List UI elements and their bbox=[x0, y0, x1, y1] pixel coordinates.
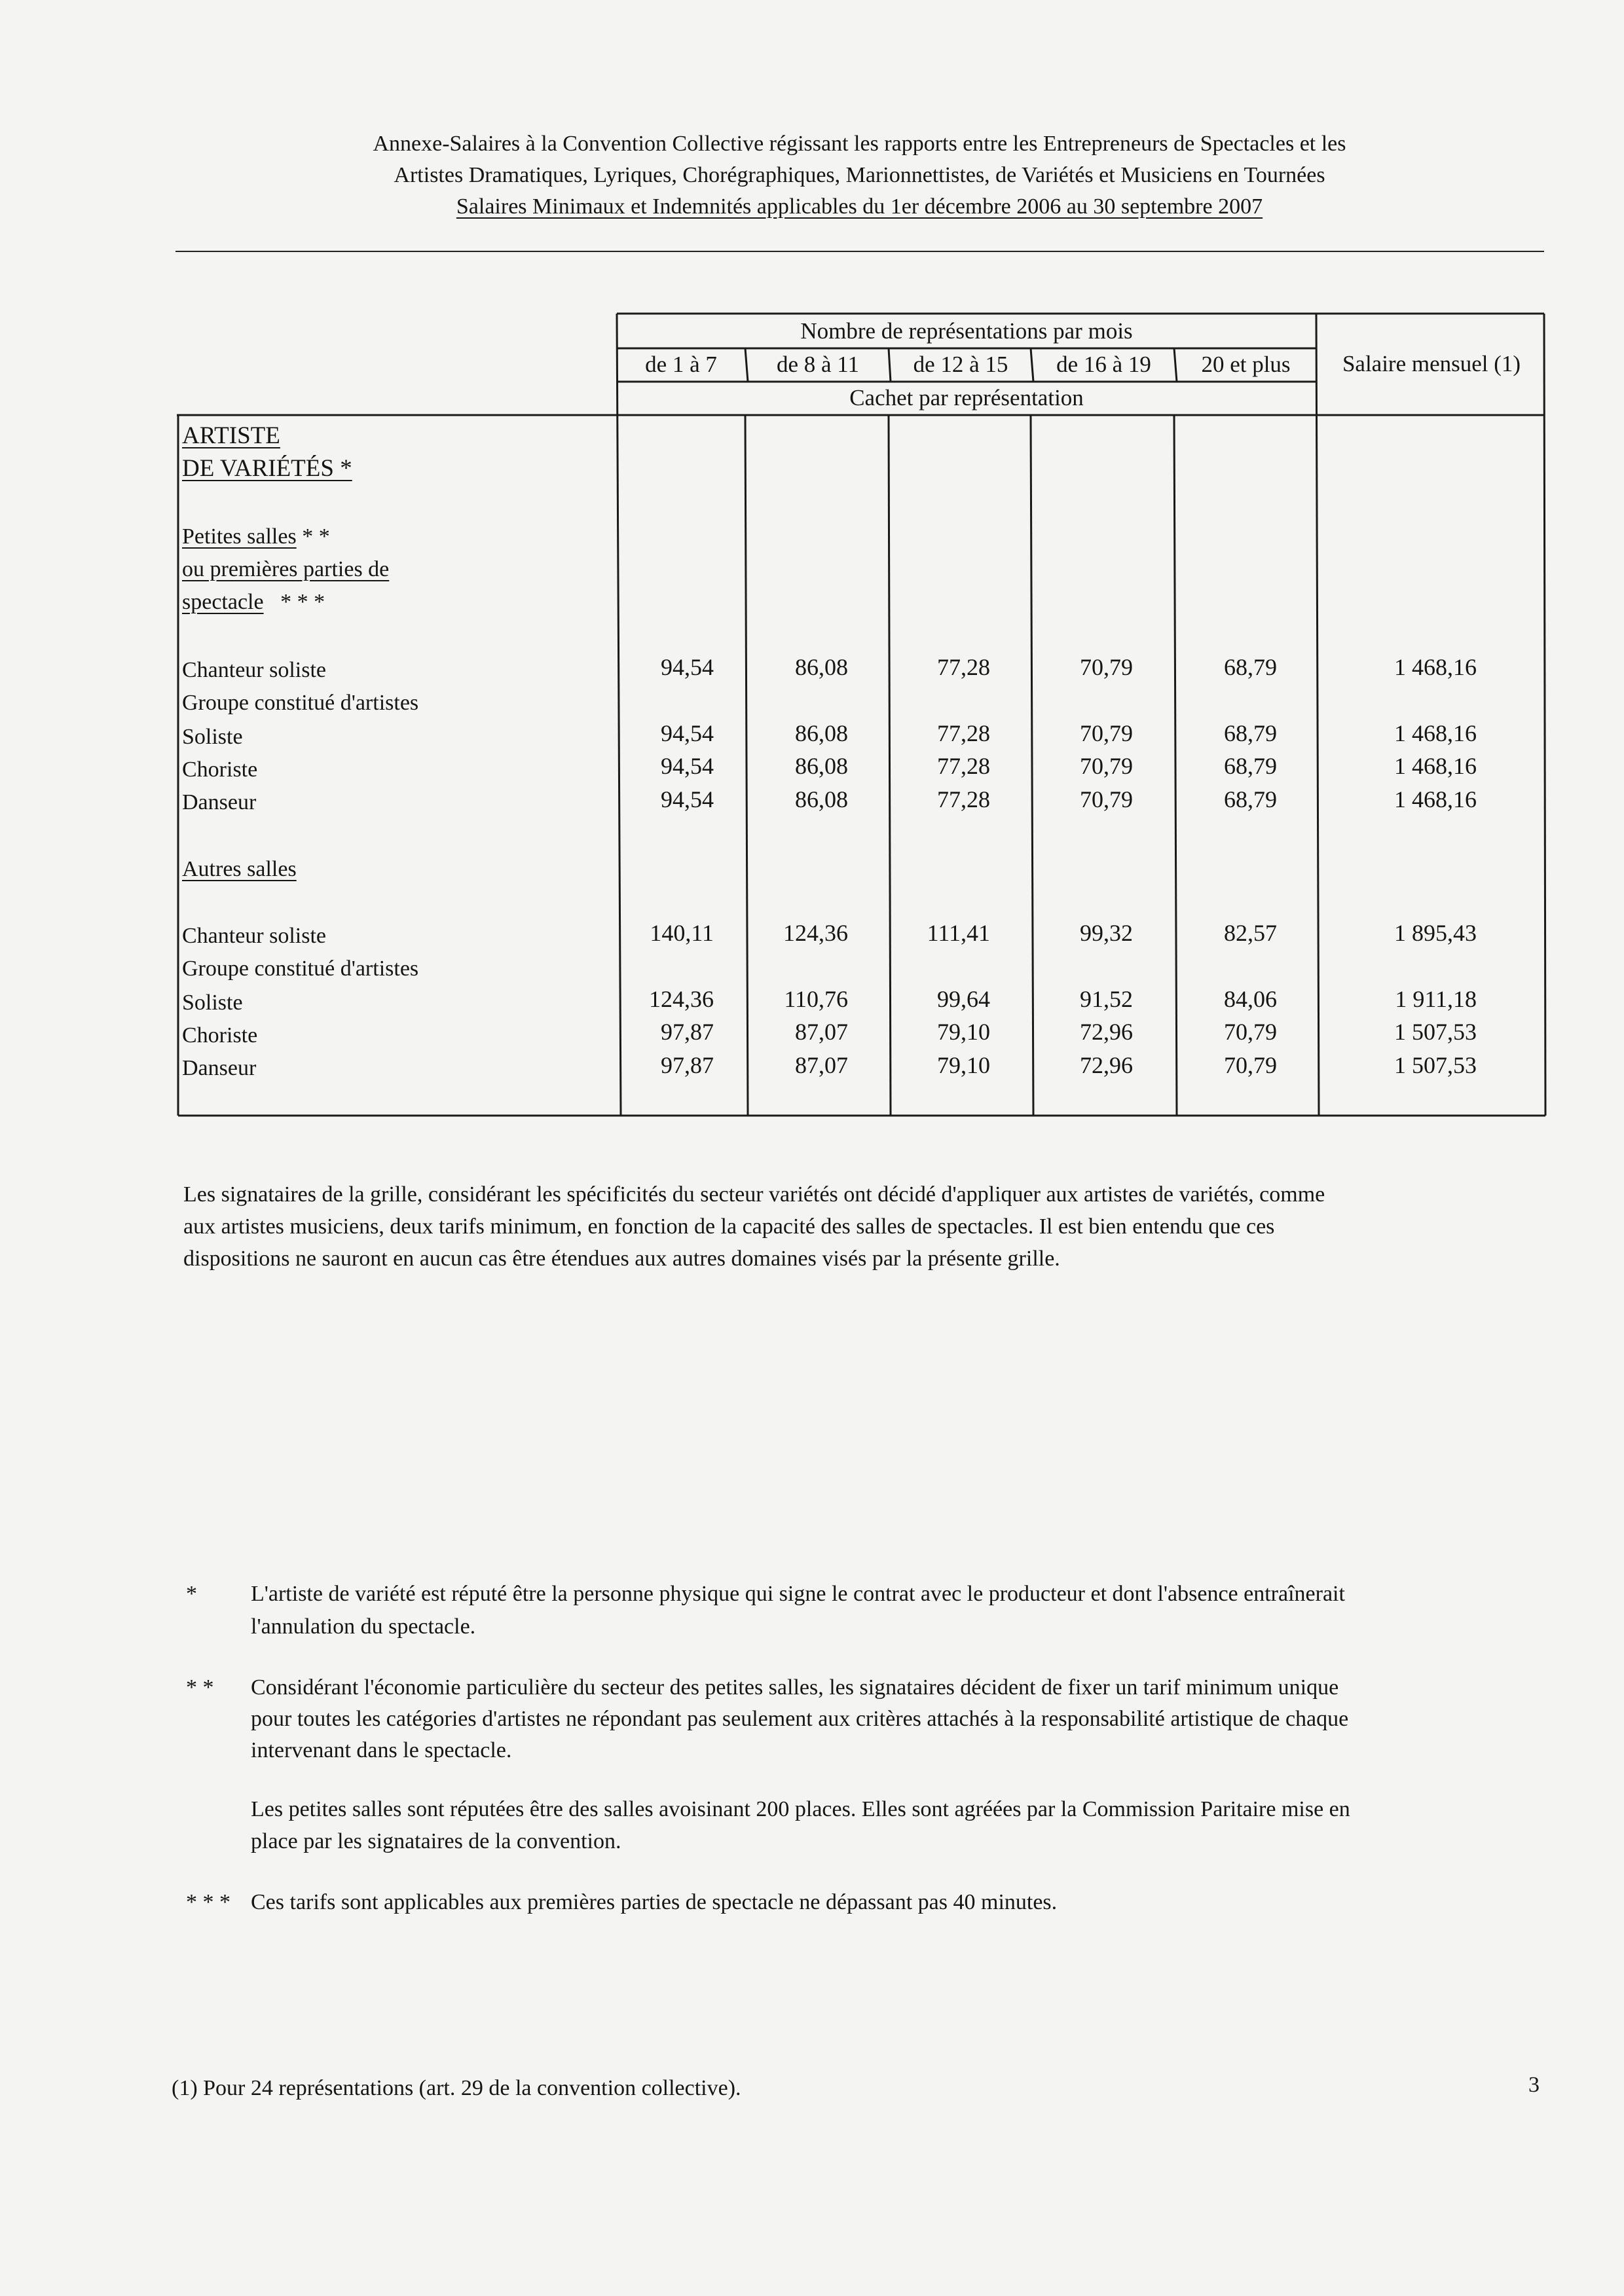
row-label-chanteur-soliste-petites: Chanteur soliste bbox=[182, 658, 327, 682]
table-cell: 70,79 bbox=[1080, 654, 1133, 680]
table-cell: 70,79 bbox=[1080, 786, 1133, 812]
footnote-3-mark: * * * bbox=[186, 1890, 231, 1914]
autres-salles-label: Autres salles bbox=[182, 857, 297, 881]
petites-salles-label: Petites salles * * bbox=[182, 524, 330, 549]
table-cell: 72,96 bbox=[1080, 1019, 1133, 1045]
footnote-2b-line-1: Les petites salles sont réputées être des salles avoisinant 200 places. Elles sont agréées par la Commission Paritaire mise en bbox=[251, 1797, 1350, 1821]
row-label-danseur-autres: Danseur bbox=[182, 1056, 257, 1080]
table-cell: 70,79 bbox=[1224, 1019, 1277, 1045]
table-cell: 1 468,16 bbox=[1394, 786, 1477, 812]
table-cell: 97,87 bbox=[661, 1052, 714, 1078]
table-cell: 1 507,53 bbox=[1394, 1052, 1477, 1078]
table-cell: 77,28 bbox=[937, 720, 990, 746]
table-cell: 87,07 bbox=[795, 1019, 848, 1045]
header-line-1: Annexe-Salaires à la Convention Collective régissant les rapports entre les Entrepreneurs de Spectacles et les bbox=[373, 132, 1346, 156]
column-header-1: de 1 à 7 bbox=[645, 352, 717, 377]
table-cell: 70,79 bbox=[1224, 1052, 1277, 1078]
table-cell: 97,87 bbox=[661, 1019, 714, 1045]
paragraph-line-3: dispositions ne sauront en aucun cas être étendues aux autres domaines visés par la présente grille. bbox=[183, 1247, 1060, 1271]
table-cell: 70,79 bbox=[1080, 753, 1133, 779]
header-subtitle: Salaires Minimaux et Indemnités applicables du 1er décembre 2006 au 30 septembre 2007 bbox=[456, 194, 1263, 219]
table-cell: 86,08 bbox=[795, 720, 848, 746]
footnote-2b-line-2: place par les signataires de la convention. bbox=[251, 1829, 621, 1853]
footnote-1-line-1: L'artiste de variété est réputé être la personne physique qui signe le contrat avec le producteur et dont l'absence entraînerait bbox=[251, 1582, 1345, 1606]
table-cell: 1 895,43 bbox=[1394, 920, 1477, 946]
table-cell: 94,54 bbox=[661, 753, 714, 779]
row-label-groupe-autres: Groupe constitué d'artistes bbox=[182, 957, 419, 981]
table-cell: 86,08 bbox=[795, 753, 848, 779]
table-cell: 124,36 bbox=[649, 986, 714, 1012]
table-cell: 72,96 bbox=[1080, 1052, 1133, 1078]
table-cell: 77,28 bbox=[937, 786, 990, 812]
petites-salles-label-3: spectacle * * * bbox=[182, 590, 325, 614]
table-cell: 140,11 bbox=[650, 920, 714, 946]
section-title-line-2: DE VARIÉTÉS * bbox=[182, 455, 352, 482]
footnote-1-mark: * bbox=[186, 1582, 197, 1606]
row-label-soliste-autres: Soliste bbox=[182, 991, 243, 1015]
table-cell: 87,07 bbox=[795, 1052, 848, 1078]
table-cell: 86,08 bbox=[795, 654, 848, 680]
monthly-salary-header: Salaire mensuel (1) bbox=[1342, 351, 1521, 376]
footnote-3-line-1: Ces tarifs sont applicables aux premières parties de spectacle ne dépassant pas 40 minutes. bbox=[251, 1890, 1058, 1914]
column-header-4: de 16 à 19 bbox=[1056, 352, 1151, 377]
table-cell: 1 507,53 bbox=[1394, 1019, 1477, 1045]
footer-note: (1) Pour 24 représentations (art. 29 de la convention collective). bbox=[172, 2076, 741, 2100]
table-cell: 1 468,16 bbox=[1394, 654, 1477, 680]
paragraph-line-2: aux artistes musiciens, deux tarifs minimum, en fonction de la capacité des salles de spectacles. Il est bien entendu que ces bbox=[183, 1214, 1275, 1239]
page-number: 3 bbox=[1528, 2073, 1540, 2097]
table-cell: 1 911,18 bbox=[1395, 986, 1477, 1012]
table-cell: 82,57 bbox=[1224, 920, 1277, 946]
table-cell: 68,79 bbox=[1224, 786, 1277, 812]
petites-salles-label-2: ou premières parties de bbox=[182, 557, 390, 581]
table-cell: 86,08 bbox=[795, 786, 848, 812]
column-header-5: 20 et plus bbox=[1201, 352, 1291, 377]
row-label-danseur-petites: Danseur bbox=[182, 790, 257, 814]
row-label-chanteur-soliste-autres: Chanteur soliste bbox=[182, 924, 327, 948]
table-cell: 77,28 bbox=[937, 654, 990, 680]
header-line-2: Artistes Dramatiques, Lyriques, Chorégraphiques, Marionnettistes, de Variétés et Musiciens en Tournées bbox=[394, 163, 1325, 187]
table-cell: 124,36 bbox=[783, 920, 848, 946]
footnote-2-mark: * * bbox=[186, 1675, 214, 1700]
table-cell: 68,79 bbox=[1224, 720, 1277, 746]
footnote-2-line-1: Considérant l'économie particulière du secteur des petites salles, les signataires décident de fixer un tarif minimum unique bbox=[251, 1675, 1339, 1700]
table-cell: 79,10 bbox=[937, 1019, 990, 1045]
table-group-header: Nombre de représentations par mois bbox=[800, 318, 1133, 344]
table-cell: 68,79 bbox=[1224, 753, 1277, 779]
table-cell: 79,10 bbox=[937, 1052, 990, 1078]
row-label-choriste-petites: Choriste bbox=[182, 757, 258, 782]
table-cell: 77,28 bbox=[937, 753, 990, 779]
table-cell: 111,41 bbox=[927, 920, 990, 946]
table-cell: 84,06 bbox=[1224, 986, 1277, 1012]
column-header-2: de 8 à 11 bbox=[776, 352, 860, 377]
table-cell: 1 468,16 bbox=[1394, 753, 1477, 779]
table-cell: 110,76 bbox=[784, 986, 848, 1012]
table-sub-header: Cachet par représentation bbox=[849, 385, 1084, 410]
table-cell: 99,64 bbox=[937, 986, 990, 1012]
row-label-groupe-petites: Groupe constitué d'artistes bbox=[182, 691, 419, 715]
footnote-2-line-3: intervenant dans le spectacle. bbox=[251, 1738, 512, 1762]
column-header-3: de 12 à 15 bbox=[913, 352, 1008, 377]
table-cell: 68,79 bbox=[1224, 654, 1277, 680]
row-label-soliste-petites: Soliste bbox=[182, 725, 243, 749]
footnote-1-line-2: l'annulation du spectacle. bbox=[251, 1614, 476, 1639]
section-title-line-1: ARTISTE bbox=[182, 422, 280, 449]
table-cell: 1 468,16 bbox=[1394, 720, 1477, 746]
footnote-2-line-2: pour toutes les catégories d'artistes ne répondant pas seulement aux critères attachés à la responsabilité artistique de chaque bbox=[251, 1707, 1349, 1731]
row-label-choriste-autres: Choriste bbox=[182, 1023, 258, 1048]
table-cell: 70,79 bbox=[1080, 720, 1133, 746]
paragraph-line-1: Les signataires de la grille, considérant les spécificités du secteur variétés ont décidé d'appliquer aux artistes de variétés, comme bbox=[183, 1182, 1325, 1207]
table-cell: 91,52 bbox=[1080, 986, 1133, 1012]
table-cell: 94,54 bbox=[661, 786, 714, 812]
table-cell: 99,32 bbox=[1080, 920, 1133, 946]
table-cell: 94,54 bbox=[661, 654, 714, 680]
table-cell: 94,54 bbox=[661, 720, 714, 746]
